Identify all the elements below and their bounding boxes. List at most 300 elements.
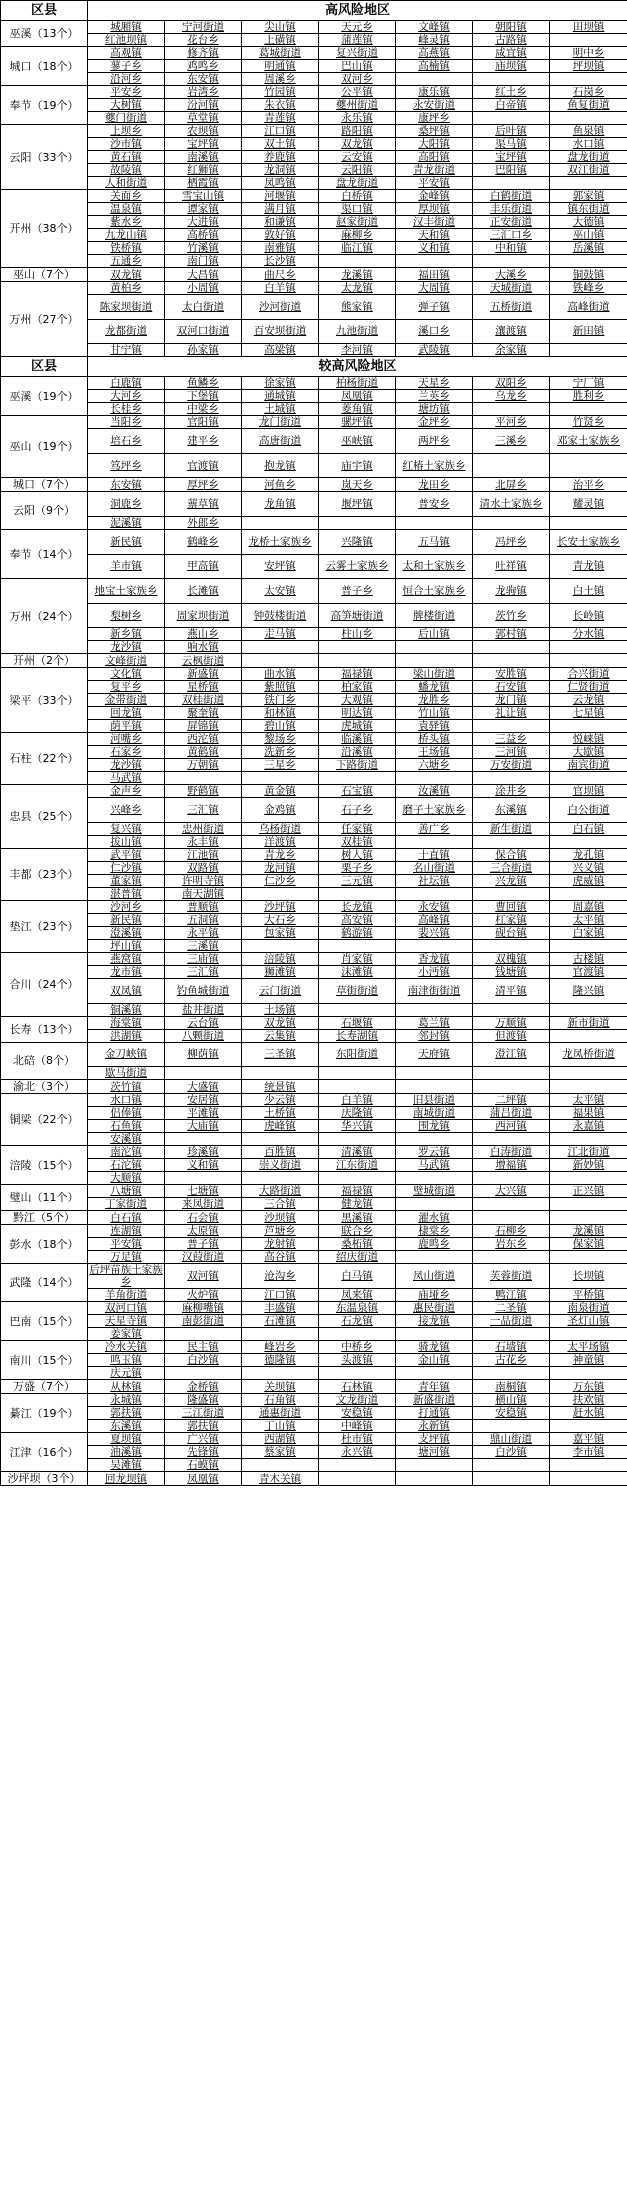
town-cell: 南城街道	[396, 1107, 473, 1120]
county-cell: 城口（18个）	[1, 47, 88, 86]
town-cell: 咸宜镇	[473, 47, 550, 60]
table-row	[1, 164, 627, 177]
empty-cell	[550, 939, 627, 952]
town-cell: 金刀峡镇	[88, 1042, 165, 1067]
town-cell: 羊角街道	[88, 1289, 165, 1302]
town-cell: 围龙镇	[396, 1120, 473, 1133]
town-cell: 渠口镇	[319, 203, 396, 216]
town-cell: 瀼渡镇	[473, 319, 550, 344]
town-cell: 三河镇	[473, 746, 550, 759]
table-row	[1, 403, 627, 416]
empty-cell	[319, 1459, 396, 1472]
town-cell: 冷水关镇	[88, 1341, 165, 1354]
town-cell: 复兴街道	[319, 47, 396, 60]
town-cell: 统景镇	[242, 1080, 319, 1094]
town-cell: 云龙镇	[550, 694, 627, 707]
town-cell: 土场镇	[242, 1003, 319, 1016]
town-cell: 南天湖镇	[165, 887, 242, 900]
county-cell: 奉节（14个）	[1, 529, 88, 578]
town-cell: 长岭镇	[550, 603, 627, 628]
town-cell: 白帝镇	[473, 99, 550, 112]
town-cell: 黄石镇	[88, 151, 165, 164]
town-cell: 百安坝街道	[242, 319, 319, 344]
town-cell: 万安街道	[473, 759, 550, 772]
town-cell: 峰岩乡	[242, 1341, 319, 1354]
town-cell: 复平乡	[88, 681, 165, 694]
town-cell: 白公街道	[550, 798, 627, 823]
town-cell: 永平镇	[165, 926, 242, 939]
table-row	[1, 1459, 627, 1472]
town-cell: 大周镇	[396, 282, 473, 295]
town-cell: 金声乡	[88, 785, 165, 798]
town-cell: 高燕镇	[396, 47, 473, 60]
town-cell: 渠马镇	[473, 138, 550, 151]
town-cell: 双凤镇	[88, 978, 165, 1003]
town-cell: 岚天乡	[319, 478, 396, 492]
town-cell: 邻封镇	[396, 1029, 473, 1042]
county-cell: 万盛（7个）	[1, 1380, 88, 1394]
town-cell: 临溪镇	[319, 733, 396, 746]
town-cell: 龙洞镇	[242, 164, 319, 177]
town-cell: 安稳镇	[473, 1407, 550, 1420]
town-cell: 兴峰乡	[88, 798, 165, 823]
table-row	[1, 1067, 627, 1080]
table-row	[1, 190, 627, 203]
town-cell: 官渡镇	[550, 965, 627, 978]
table-row	[1, 1042, 627, 1067]
empty-cell	[473, 1367, 550, 1380]
town-cell: 双河镇	[165, 1264, 242, 1289]
town-cell: 云台镇	[165, 1016, 242, 1029]
town-cell: 笃坪乡	[88, 453, 165, 478]
town-cell: 白沙镇	[165, 1354, 242, 1367]
town-cell: 曲水镇	[242, 668, 319, 681]
town-cell: 龙溪镇	[319, 268, 396, 282]
town-cell: 澄溪镇	[88, 926, 165, 939]
town-cell: 古花乡	[473, 1354, 550, 1367]
town-cell: 和谦镇	[242, 216, 319, 229]
county-cell: 巴南（15个）	[1, 1302, 88, 1341]
town-cell: 新乡镇	[88, 628, 165, 641]
town-cell: 珍溪镇	[165, 1146, 242, 1159]
town-cell: 红池坝镇	[88, 34, 165, 47]
town-cell: 宝坪镇	[473, 151, 550, 164]
town-cell: 铁峰乡	[550, 282, 627, 295]
town-cell: 八颗街道	[165, 1029, 242, 1042]
town-cell: 双河口镇	[88, 1302, 165, 1315]
town-cell: 仁沙镇	[88, 861, 165, 874]
town-cell: 万足镇	[88, 1251, 165, 1264]
town-cell: 文龙街道	[319, 1394, 396, 1407]
empty-cell	[550, 516, 627, 529]
empty-cell	[396, 654, 473, 668]
table-row	[1, 887, 627, 900]
table-row	[1, 242, 627, 255]
empty-cell	[396, 1172, 473, 1185]
table-row	[1, 453, 627, 478]
town-cell: 凤来镇	[319, 1289, 396, 1302]
section-title: 较高风险地区	[88, 357, 627, 377]
empty-cell	[473, 516, 550, 529]
town-cell: 许明寺镇	[165, 874, 242, 887]
table-row	[1, 720, 627, 733]
town-cell: 堰坪镇	[319, 492, 396, 517]
town-cell: 铜鼓镇	[550, 268, 627, 282]
town-cell: 十直镇	[396, 848, 473, 861]
section-title: 高风险地区	[88, 1, 627, 21]
town-cell: 凤凰镇	[319, 390, 396, 403]
town-cell: 平滩镇	[165, 1107, 242, 1120]
town-cell: 武平镇	[88, 848, 165, 861]
town-cell: 白涛街道	[473, 1146, 550, 1159]
town-cell: 正安街道	[473, 216, 550, 229]
town-cell: 长坝镇	[550, 1264, 627, 1289]
town-cell: 赶水镇	[550, 1407, 627, 1420]
town-cell: 仁贤街道	[550, 681, 627, 694]
town-cell: 燕窝镇	[88, 952, 165, 965]
town-cell: 明中乡	[550, 47, 627, 60]
empty-cell	[473, 887, 550, 900]
town-cell: 明达镇	[319, 707, 396, 720]
town-cell: 名山街道	[396, 861, 473, 874]
empty-cell	[550, 1003, 627, 1016]
table-row	[1, 1407, 627, 1420]
town-cell: 拔山镇	[88, 835, 165, 848]
table-row	[1, 177, 627, 190]
town-cell: 白土镇	[550, 579, 627, 604]
town-cell: 龙市镇	[88, 965, 165, 978]
empty-cell	[550, 1459, 627, 1472]
town-cell: 曲尺乡	[242, 268, 319, 282]
table-row	[1, 1080, 627, 1094]
town-cell: 蓼子乡	[88, 60, 165, 73]
town-cell: 文化镇	[88, 668, 165, 681]
town-cell: 高峰镇	[396, 913, 473, 926]
town-cell: 温泉镇	[88, 203, 165, 216]
town-cell: 虎城镇	[319, 720, 396, 733]
town-cell: 嘉平镇	[550, 1433, 627, 1446]
town-cell: 曹回镇	[473, 900, 550, 913]
town-cell: 古路镇	[473, 34, 550, 47]
town-cell: 路阳镇	[319, 125, 396, 138]
town-cell: 郭村镇	[473, 628, 550, 641]
town-cell: 七塘镇	[165, 1185, 242, 1198]
empty-cell	[165, 1133, 242, 1146]
town-cell: 余家镇	[473, 344, 550, 357]
town-cell: 洪湖镇	[88, 1029, 165, 1042]
town-cell: 东安镇	[165, 73, 242, 86]
table-row	[1, 478, 627, 492]
town-cell: 凤凰镇	[165, 1472, 242, 1486]
county-cell: 黔江（5个）	[1, 1211, 88, 1225]
town-cell: 头渡镇	[319, 1354, 396, 1367]
town-cell: 云阳镇	[319, 164, 396, 177]
table-row	[1, 681, 627, 694]
town-cell: 涪陵镇	[242, 952, 319, 965]
town-cell: 芦塘乡	[242, 1225, 319, 1238]
town-cell: 江池镇	[165, 848, 242, 861]
town-cell: 小沔镇	[396, 965, 473, 978]
town-cell: 云门街道	[242, 978, 319, 1003]
table-row	[1, 554, 627, 579]
empty-cell	[165, 1328, 242, 1341]
empty-cell	[396, 1459, 473, 1472]
town-cell: 太平镇	[550, 913, 627, 926]
town-cell: 青龙街道	[396, 164, 473, 177]
county-cell: 城口（7个）	[1, 478, 88, 492]
town-cell: 双龙镇	[319, 138, 396, 151]
town-cell: 耀灵镇	[550, 492, 627, 517]
town-cell: 朱衣镇	[242, 99, 319, 112]
empty-cell	[396, 1003, 473, 1016]
town-cell: 扶欢镇	[550, 1394, 627, 1407]
town-cell: 石沱镇	[88, 1159, 165, 1172]
county-column-header: 区县	[1, 1, 88, 21]
town-cell: 善广乡	[396, 822, 473, 835]
table-row	[1, 529, 627, 554]
empty-cell	[550, 34, 627, 47]
empty-cell	[319, 772, 396, 785]
empty-cell	[550, 1211, 627, 1225]
town-cell: 宝坪镇	[165, 138, 242, 151]
town-cell: 董家镇	[88, 874, 165, 887]
town-cell: 郭扶镇	[88, 1407, 165, 1420]
town-cell: 石鱼镇	[88, 1120, 165, 1133]
town-cell: 骡坪镇	[319, 416, 396, 429]
empty-cell	[550, 112, 627, 125]
town-cell: 蒲吕街道	[473, 1107, 550, 1120]
town-cell: 燕山乡	[165, 628, 242, 641]
town-cell: 青龙乡	[242, 848, 319, 861]
town-cell: 满月镇	[242, 203, 319, 216]
town-cell: 巫山镇	[550, 229, 627, 242]
town-cell: 塘河镇	[396, 1446, 473, 1459]
table-row	[1, 1472, 627, 1486]
town-cell: 青年镇	[396, 1380, 473, 1394]
town-cell: 桑坪镇	[396, 125, 473, 138]
town-cell: 石滩镇	[242, 1315, 319, 1328]
town-cell: 高安镇	[319, 913, 396, 926]
table-row	[1, 255, 627, 268]
town-cell: 兴龙镇	[473, 874, 550, 887]
town-cell: 东溪镇	[473, 798, 550, 823]
town-cell: 中峰镇	[319, 1420, 396, 1433]
table-row	[1, 952, 627, 965]
county-cell: 江津（16个）	[1, 1433, 88, 1472]
town-cell: 清溪镇	[319, 1146, 396, 1159]
town-cell: 三江街道	[165, 1407, 242, 1420]
table-row	[1, 874, 627, 887]
town-cell: 福禄镇	[319, 1185, 396, 1198]
table-row	[1, 798, 627, 823]
town-cell: 庆元镇	[88, 1367, 165, 1380]
town-cell: 包家镇	[242, 926, 319, 939]
empty-cell	[319, 1133, 396, 1146]
town-cell: 响水镇	[165, 641, 242, 654]
town-cell: 永新镇	[396, 1420, 473, 1433]
table-row	[1, 21, 627, 34]
town-cell: 文峰街道	[88, 654, 165, 668]
town-cell: 鸣玉镇	[88, 1354, 165, 1367]
town-cell: 接龙镇	[396, 1315, 473, 1328]
table-row	[1, 603, 627, 628]
town-cell: 镇东街道	[550, 203, 627, 216]
county-cell: 涪陵（15个）	[1, 1146, 88, 1185]
town-cell: 兰英乡	[396, 390, 473, 403]
empty-cell	[319, 887, 396, 900]
town-cell: 永丰镇	[165, 835, 242, 848]
town-cell: 厚坝镇	[396, 203, 473, 216]
table-row	[1, 822, 627, 835]
town-cell: 南津街街道	[396, 978, 473, 1003]
town-cell: 崇义街道	[242, 1159, 319, 1172]
town-cell: 农坝镇	[165, 125, 242, 138]
town-cell: 熊家镇	[319, 295, 396, 320]
town-cell: 竹山镇	[396, 707, 473, 720]
town-cell: 江东街道	[319, 1159, 396, 1172]
empty-cell	[319, 1067, 396, 1080]
town-cell: 胜利乡	[550, 390, 627, 403]
town-cell: 龙门镇	[473, 694, 550, 707]
town-cell: 永嘉镇	[550, 1120, 627, 1133]
empty-cell	[242, 1328, 319, 1341]
town-cell: 德隆镇	[242, 1354, 319, 1367]
empty-cell	[473, 73, 550, 86]
empty-cell	[473, 453, 550, 478]
town-cell: 金桥镇	[165, 1380, 242, 1394]
county-cell: 云阳（33个）	[1, 125, 88, 190]
table-row	[1, 60, 627, 73]
empty-cell	[242, 1367, 319, 1380]
town-cell: 郭扶镇	[165, 1420, 242, 1433]
empty-cell	[473, 1172, 550, 1185]
town-cell: 麻柳乡	[319, 229, 396, 242]
county-cell: 合川（24个）	[1, 952, 88, 1016]
town-cell: 永城镇	[88, 1394, 165, 1407]
town-cell: 吴滩镇	[88, 1459, 165, 1472]
table-row	[1, 377, 627, 390]
table-row	[1, 1003, 627, 1016]
empty-cell	[165, 1067, 242, 1080]
town-cell: 八塘镇	[88, 1185, 165, 1198]
town-cell: 弹子镇	[396, 295, 473, 320]
town-cell: 羊市镇	[88, 554, 165, 579]
town-cell: 河嘴乡	[88, 733, 165, 746]
empty-cell	[396, 939, 473, 952]
table-row	[1, 1315, 627, 1328]
town-cell: 太和土家族乡	[396, 554, 473, 579]
empty-cell	[396, 772, 473, 785]
town-cell: 屏锦镇	[165, 720, 242, 733]
empty-cell	[396, 516, 473, 529]
empty-cell	[550, 887, 627, 900]
town-cell: 宁河街道	[165, 21, 242, 34]
town-cell: 关坝镇	[242, 1380, 319, 1394]
town-cell: 太白街道	[165, 295, 242, 320]
town-cell: 沙市镇	[88, 138, 165, 151]
town-cell: 鱼鳞乡	[165, 377, 242, 390]
empty-cell	[550, 403, 627, 416]
empty-cell	[473, 1420, 550, 1433]
town-cell: 普顺镇	[165, 900, 242, 913]
town-cell: 旧县街道	[396, 1094, 473, 1107]
town-cell: 高谷镇	[242, 1251, 319, 1264]
town-cell: 三汇镇	[165, 965, 242, 978]
town-cell: 花台乡	[165, 34, 242, 47]
town-cell: 大昌镇	[165, 268, 242, 282]
town-cell: 大阳镇	[396, 138, 473, 151]
empty-cell	[550, 344, 627, 357]
town-cell: 邓家土家族乡	[550, 429, 627, 454]
empty-cell	[473, 772, 550, 785]
county-cell: 彭水（18个）	[1, 1225, 88, 1264]
town-cell: 泥溪镇	[88, 516, 165, 529]
table-row	[1, 913, 627, 926]
town-cell: 故陵镇	[88, 164, 165, 177]
table-row	[1, 216, 627, 229]
town-cell: 西沱镇	[165, 733, 242, 746]
town-cell: 周溪乡	[242, 73, 319, 86]
table-row	[1, 1133, 627, 1146]
town-cell: 牌楼街道	[396, 603, 473, 628]
town-cell: 培石乡	[88, 429, 165, 454]
town-cell: 冯坪乡	[473, 529, 550, 554]
table-row	[1, 1302, 627, 1315]
table-row	[1, 1446, 627, 1459]
town-cell: 庙坝镇	[473, 60, 550, 73]
town-cell: 双桂镇	[319, 835, 396, 848]
town-cell: 洋渡镇	[242, 835, 319, 848]
town-cell: 三星乡	[242, 759, 319, 772]
county-cell: 开州（2个）	[1, 654, 88, 668]
town-cell: 青龙镇	[550, 554, 627, 579]
town-cell: 沿河乡	[88, 73, 165, 86]
town-cell: 太平镇	[550, 1094, 627, 1107]
town-cell: 复兴镇	[88, 822, 165, 835]
town-cell: 盘龙街道	[550, 151, 627, 164]
town-cell: 周家坝街道	[165, 603, 242, 628]
town-cell: 永乐镇	[319, 112, 396, 125]
town-cell: 竹园镇	[242, 86, 319, 99]
county-column-header: 区县	[1, 357, 88, 377]
empty-cell	[550, 1080, 627, 1094]
town-cell: 大观镇	[319, 694, 396, 707]
table-row	[1, 138, 627, 151]
town-cell: 打通镇	[396, 1407, 473, 1420]
town-cell: 柱山乡	[319, 628, 396, 641]
town-cell: 福田镇	[396, 268, 473, 282]
town-cell: 普子乡	[319, 579, 396, 604]
county-cell: 长寿（13个）	[1, 1016, 88, 1042]
county-cell: 綦江（19个）	[1, 1394, 88, 1433]
town-cell: 先锋镇	[165, 1446, 242, 1459]
table-row	[1, 282, 627, 295]
empty-cell	[550, 1133, 627, 1146]
empty-cell	[396, 73, 473, 86]
town-cell: 新民镇	[88, 913, 165, 926]
town-cell: 平桥镇	[550, 1289, 627, 1302]
table-row	[1, 628, 627, 641]
town-cell: 天星乡	[396, 377, 473, 390]
town-cell: 石会镇	[165, 1211, 242, 1225]
empty-cell	[319, 1367, 396, 1380]
town-cell: 黄金镇	[242, 785, 319, 798]
town-cell: 蔈草镇	[165, 492, 242, 517]
town-cell: 柳荫镇	[165, 1042, 242, 1067]
town-cell: 宁厂镇	[550, 377, 627, 390]
town-cell: 蒲莲镇	[319, 34, 396, 47]
town-cell: 沙坝镇	[242, 1211, 319, 1225]
